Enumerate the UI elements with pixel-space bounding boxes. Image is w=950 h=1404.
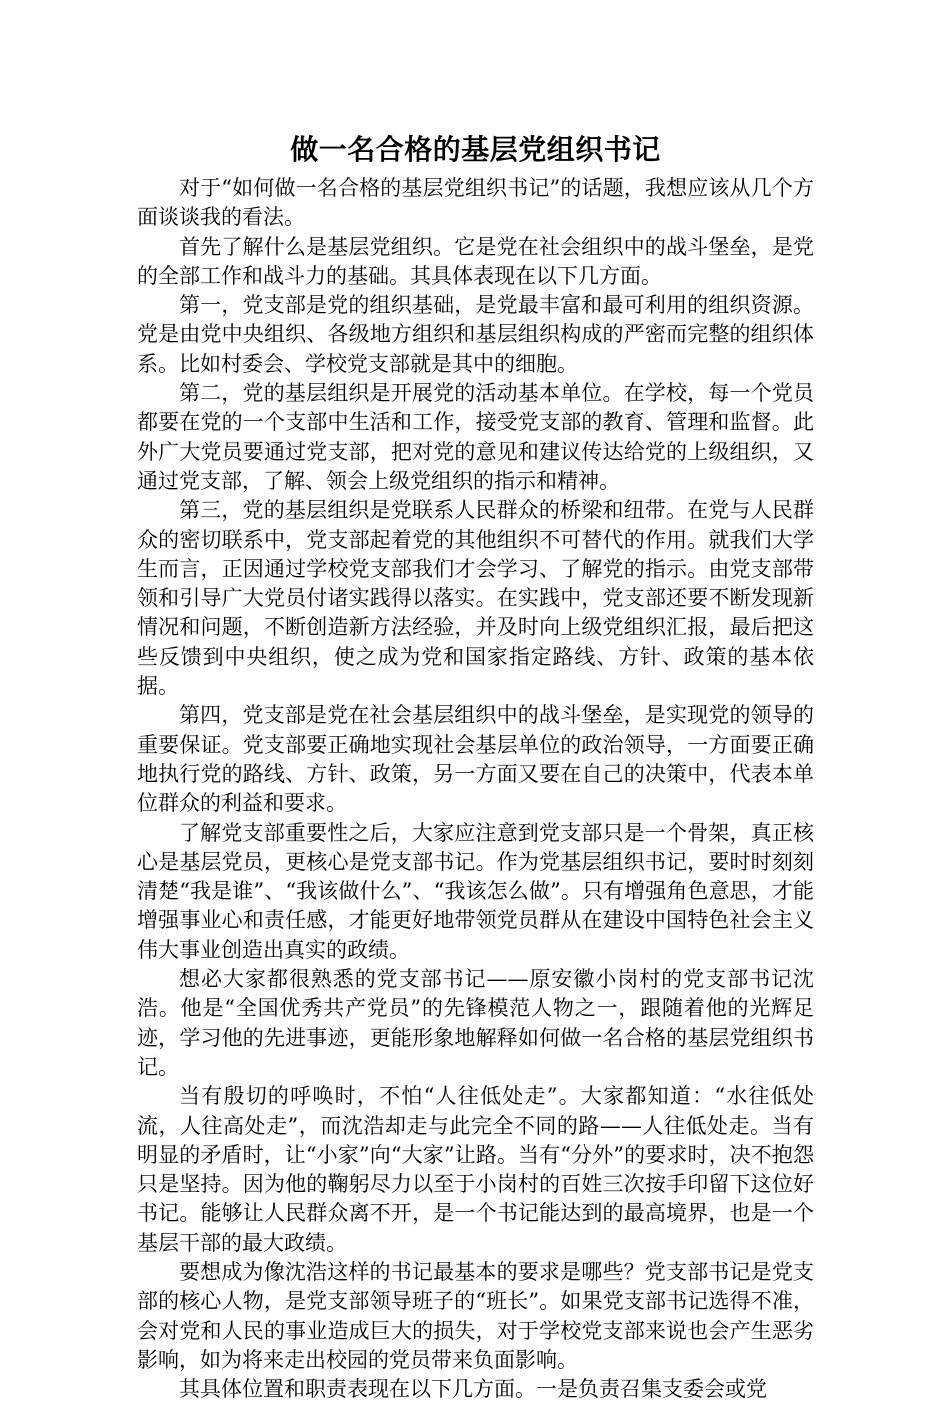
paragraph-definition: 首先了解什么是基层党组织。它是党在社会组织中的战斗堡垒，是党的全部工作和战斗力的基础。其具体表现在以下几方面。 xyxy=(137,234,814,288)
paragraph-point-3: 第三，党的基层组织是党联系人民群众的桥梁和纽带。在党与人民群众的密切联系中，党支部起着党的其他组织不可替代的作用。就我们大学生而言，正因通过学校党支部我们才会学习、了解党的指示。由党支部带领和引导广大党员付诸实践得以落实。在实践中，党支部还要不断发现新情况和问题，不断创造新方法经验，并及时向上级党组织汇报，最后把这些反馈到中央组织，使之成为党和国家指定路线、方针、政策的基本依据。 xyxy=(137,498,814,699)
document-page xyxy=(137,130,814,1404)
document-title: 做一名合格的基层党组织书记 xyxy=(290,133,661,166)
paragraph-requirements: 要想成为像沈浩这样的书记最基本的要求是哪些？党支部书记是党支部的核心人物，是党支部领导班子的“班长”。如果党支部书记选得不准，会对党和人民的事业造成巨大的损失，对于学校党支部来说也会产生恶劣影响，如为将来走出校园的党员带来负面影响。 xyxy=(137,1259,814,1372)
paragraph-point-1: 第一，党支部是党的组织基础，是党最丰富和最可利用的组织资源。党是由党中央组织、各级地方组织和基层组织构成的严密而完整的组织体系。比如村委会、学校党支部就是其中的细胞。 xyxy=(137,293,814,376)
paragraph-deeds: 当有殷切的呼唤时，不怕“人往低处走”。大家都知道：“水往低处流，人往高处走”，而沈浩却走与此完全不同的路——人往低处走。当有明显的矛盾时，让“小家”向“大家”让路。当有“分外”的要求时，决不抱怨只是坚持。因为他的鞠躬尽力以至于小岗村的百姓三次按手印留下这位好书记。能够让人民群众离不开，是一个书记能达到的最高境界，也是一个基层干部的最大政绩。 xyxy=(137,1084,814,1255)
paragraph-duties: 其具体位置和职责表现在以下几方面。一是负责召集支委会或党 xyxy=(179,1377,767,1402)
paragraph-shen-hao: 想必大家都很熟悉的党支部书记——原安徽小岗村的党支部书记沈浩。他是“全国优秀共产党员”的先锋模范人物之一，跟随着他的光辉足迹，学习他的先进事迹，更能形象地解释如何做一名合格的基层党组织书记。 xyxy=(137,967,814,1079)
paragraph-point-2: 第二，党的基层组织是开展党的活动基本单位。在学校，每一个党员都要在党的一个支部中生活和工作，接受党支部的教育、管理和监督。此外广大党员要通过党支部，把对党的意见和建议传达给党的上级组织，又通过党支部，了解、领会上级党组织的指示和精神。 xyxy=(137,381,814,493)
paragraph-intro: 对于“如何做一名合格的基层党组织书记”的话题，我想应该从几个方面谈谈我的看法。 xyxy=(137,176,814,230)
paragraph-secretary-role: 了解党支部重要性之后，大家应注意到党支部只是一个骨架，真正核心是基层党员，更核心是党支部书记。作为党基层组织书记，要时时刻刻清楚“我是谁”、“我该做什么”、“我该怎么做”。只有增强角色意思，才能增强事业心和责任感，才能更好地带领党员群从在建设中国特色社会主义伟大事业创造出真实的政绩。 xyxy=(137,820,814,962)
paragraph-point-4: 第四，党支部是党在社会基层组织中的战斗堡垒，是实现党的领导的重要保证。党支部要正确地实现社会基层单位的政治领导，一方面要正确地执行党的路线、方针、政策，另一方面又要在自己的决策中，代表本单位群众的利益和要求。 xyxy=(137,703,814,816)
